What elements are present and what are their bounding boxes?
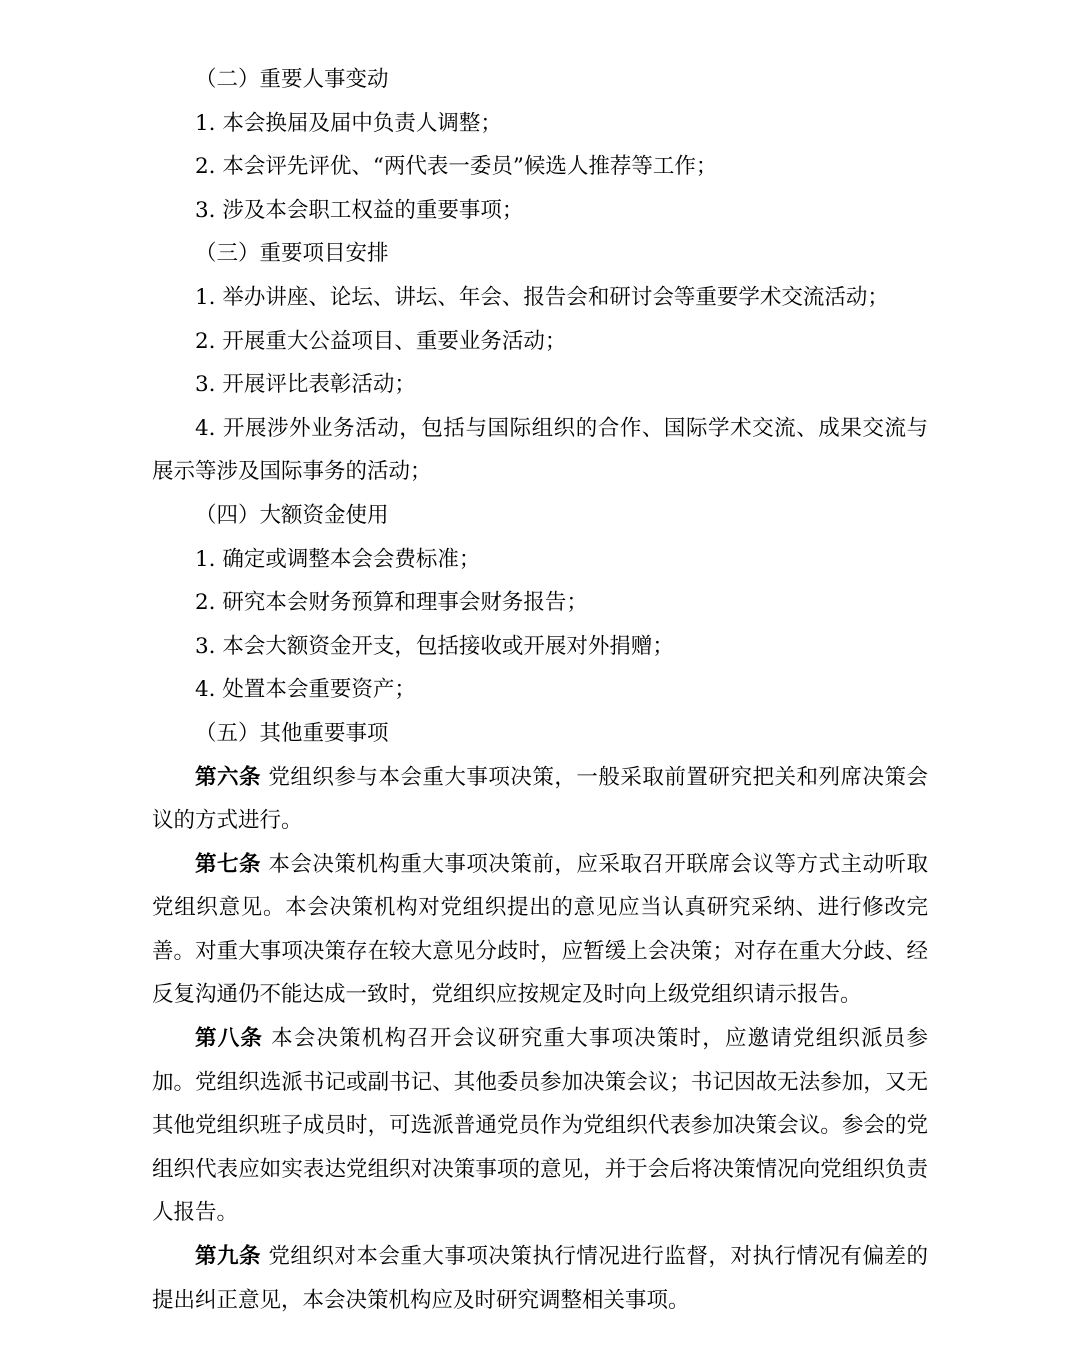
document-content	[152, 58, 928, 1322]
section-heading-personnel: （二）重要人事变动	[195, 67, 389, 92]
article-title: 第七条	[195, 851, 262, 877]
article-body: 本会决策机构召开会议研究重大事项决策时，应邀请党组织派员参加。党组织选派书记或副书记、其他委员参加决策会议；书记因故无法参加，又无其他党组织班子成员时，可选派普通党员作为党组织代表参加决策会议。参会的党组织代表应如实表达党组织对决策事项的意见，并于会后将决策情况向党组织负责人报告。	[152, 1026, 928, 1226]
article-6	[152, 756, 928, 843]
article-body: 党组织参与本会重大事项决策，一般采取前置研究把关和列席决策会议的方式进行。	[152, 764, 928, 834]
section-heading-projects: （三）重要项目安排	[195, 241, 389, 267]
article-9	[152, 1235, 928, 1322]
list-item: 1. 确定或调整本会会费标准；	[195, 546, 481, 572]
list-item: 2. 本会评先评优、“两代表一委员”候选人推荐等工作；	[195, 154, 718, 180]
list-item: 2. 开展重大公益项目、重要业务活动；	[195, 328, 567, 354]
list-item: 4. 处置本会重要资产；	[195, 677, 416, 703]
list-item: 3. 本会大额资金开支，包括接收或开展对外捐赠；	[195, 633, 674, 659]
list-item: 3. 涉及本会职工权益的重要事项；	[195, 197, 524, 223]
list-item: 3. 开展评比表彰活动；	[195, 372, 416, 398]
article-title: 第六条	[195, 764, 262, 790]
article-8	[152, 1017, 928, 1235]
section-heading-other: （五）其他重要事项	[195, 720, 389, 746]
article-body: 党组织对本会重大事项决策执行情况进行监督，对执行情况有偏差的提出纠正意见，本会决策机构应及时研究调整相关事项。	[152, 1244, 928, 1313]
list-item: 1. 举办讲座、论坛、讲坛、年会、报告会和研讨会等重要学术交流活动；	[195, 284, 889, 310]
article-7	[152, 843, 928, 1017]
list-item: 4. 开展涉外业务活动，包括与国际组织的合作、国际学术交流、成果交流与展示等涉及国际事务的活动；	[152, 415, 928, 485]
list-item: 1. 本会换届及届中负责人调整；	[195, 110, 502, 136]
article-title: 第九条	[195, 1244, 262, 1270]
article-title: 第八条	[195, 1026, 264, 1052]
section-heading-funds: （四）大额资金使用	[195, 502, 389, 528]
list-item: 2. 研究本会财务预算和理事会财务报告；	[195, 590, 588, 616]
article-body: 本会决策机构重大事项决策前，应采取召开联席会议等方式主动听取党组织意见。本会决策机构对党组织提出的意见应当认真研究采纳、进行修改完善。对重大事项决策存在较大意见分歧时，应暂缓上会决策；对存在重大分歧、经反复沟通仍不能达成一致时，党组织应按规定及时向上级党组织请示报告。	[152, 851, 928, 1008]
